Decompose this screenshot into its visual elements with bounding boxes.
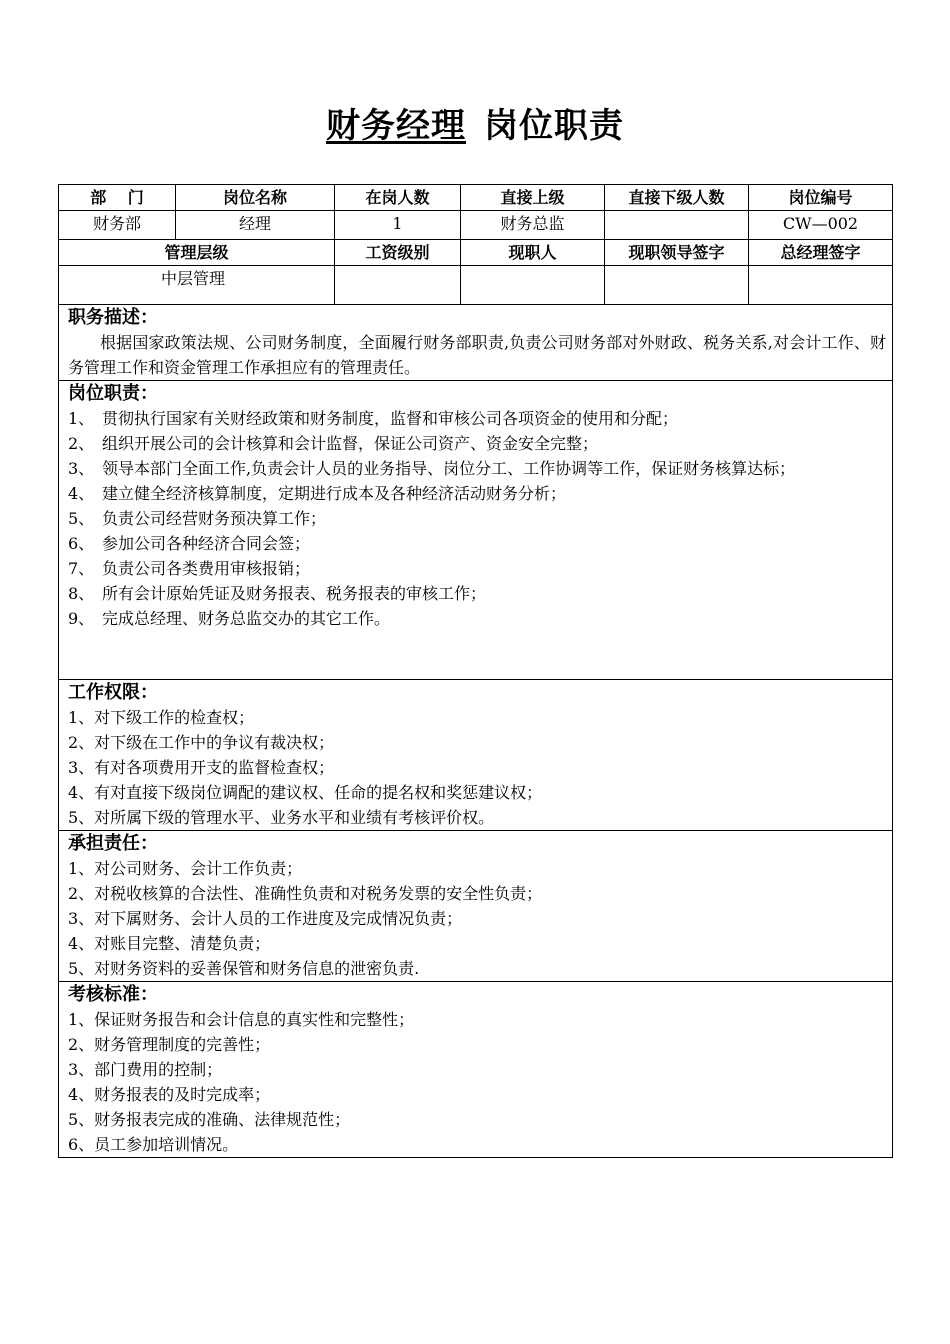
list-item: 7、 负责公司各类费用审核报销；: [68, 559, 311, 578]
list-item: 2、对税收核算的合法性、准确性负责和对税务发票的安全性负责；: [68, 884, 543, 903]
job-description-text: 根据国家政策法规、公司财务制度，全面履行财务部职责,负责公司财务部对外财政、税务关系,对会计工作、财务管理工作和资金管理工作承担应有的管理责任。: [68, 333, 886, 377]
section-duties: [59, 381, 893, 680]
value-leader-signature: [605, 266, 749, 305]
list-item: 1、 贯彻执行国家有关财经政策和财务制度，监督和审核公司各项资金的使用和分配；: [68, 409, 679, 428]
value-subordinates: [605, 211, 749, 240]
value-position-code: CW—002: [749, 211, 893, 240]
title-sub: 岗位职责: [484, 106, 624, 146]
list-item: 8、 所有会计原始凭证及财务报表、税务报表的审核工作；: [68, 584, 487, 603]
duties-title: 岗位职责：: [68, 383, 158, 404]
value-gm-signature: [749, 266, 893, 305]
list-item: 4、 建立健全经济核算制度，定期进行成本及各种经济活动财务分析；: [68, 484, 567, 503]
header-row-1: [59, 185, 893, 211]
header-headcount: 在岗人数: [335, 185, 461, 211]
header-supervisor: 直接上级: [461, 185, 605, 211]
job-description-title: 职务描述：: [68, 307, 158, 328]
header-position-code: 岗位编号: [749, 185, 893, 211]
list-item: 3、部门费用的控制；: [68, 1060, 223, 1079]
list-item: 5、财务报表完成的准确、法律规范性；: [68, 1110, 351, 1129]
value-position-name: 经理: [176, 211, 335, 240]
list-item: 3、有对各项费用开支的监督检查权；: [68, 758, 335, 777]
responsibility-title: 承担责任：: [68, 833, 158, 854]
list-item: 4、财务报表的及时完成率；: [68, 1085, 271, 1104]
value-mgmt-level: 中层管理: [59, 266, 335, 305]
assessment-title: 考核标准：: [68, 984, 158, 1005]
value-dept: 财务部: [59, 211, 176, 240]
section-authority: [59, 680, 893, 831]
authority-title: 工作权限：: [68, 682, 158, 703]
list-item: 2、对下级在工作中的争议有裁决权；: [68, 733, 335, 752]
list-item: 1、对公司财务、会计工作负责；: [68, 859, 303, 878]
header-mgmt-level: 管理层级: [59, 240, 335, 266]
list-item: 4、有对直接下级岗位调配的建议权、任命的提名权和奖惩建议权；: [68, 783, 543, 802]
value-row-1: [59, 211, 893, 240]
title-main: 财务经理: [326, 106, 466, 146]
list-item: 5、对财务资料的妥善保管和财务信息的泄密负责.: [68, 959, 420, 978]
list-item: 4、对账目完整、清楚负责；: [68, 934, 271, 953]
list-item: 2、财务管理制度的完善性；: [68, 1035, 271, 1054]
page-title: [0, 98, 950, 147]
header-leader-signature: 现职领导签字: [605, 240, 749, 266]
header-row-2: [59, 240, 893, 266]
header-position-name: 岗位名称: [176, 185, 335, 211]
header-subordinates: 直接下级人数: [605, 185, 749, 211]
list-item: 1、保证财务报告和会计信息的真实性和完整性；: [68, 1010, 415, 1029]
section-assessment: [59, 982, 893, 1158]
header-incumbent: 现职人: [461, 240, 605, 266]
value-supervisor: 财务总监: [461, 211, 605, 240]
list-item: 2、 组织开展公司的会计核算和会计监督，保证公司资产、资金安全完整；: [68, 434, 599, 453]
header-gm-signature: 总经理签字: [749, 240, 893, 266]
value-salary-grade: [335, 266, 461, 305]
list-item: 1、对下级工作的检查权；: [68, 708, 255, 727]
value-row-2: [59, 266, 893, 305]
header-dept: 部 门: [59, 185, 176, 211]
list-item: 5、 负责公司经营财务预决算工作；: [68, 509, 327, 528]
section-job-description: [59, 305, 893, 381]
list-item: 5、对所属下级的管理水平、业务水平和业绩有考核评价权。: [68, 808, 495, 827]
list-item: 6、 参加公司各种经济合同会签；: [68, 534, 311, 553]
header-salary-grade: 工资级别: [335, 240, 461, 266]
job-table: [58, 184, 893, 1158]
value-headcount: 1: [335, 211, 461, 240]
list-item: 3、对下属财务、会计人员的工作进度及完成情况负责；: [68, 909, 463, 928]
list-item: 6、员工参加培训情况。: [68, 1135, 239, 1154]
list-item: 9、 完成总经理、财务总监交办的其它工作。: [68, 609, 391, 628]
section-responsibility: [59, 831, 893, 982]
list-item: 3、 领导本部门全面工作,负责会计人员的业务指导、岗位分工、工作协调等工作，保证财务核算达标；: [68, 459, 796, 478]
value-incumbent: [461, 266, 605, 305]
